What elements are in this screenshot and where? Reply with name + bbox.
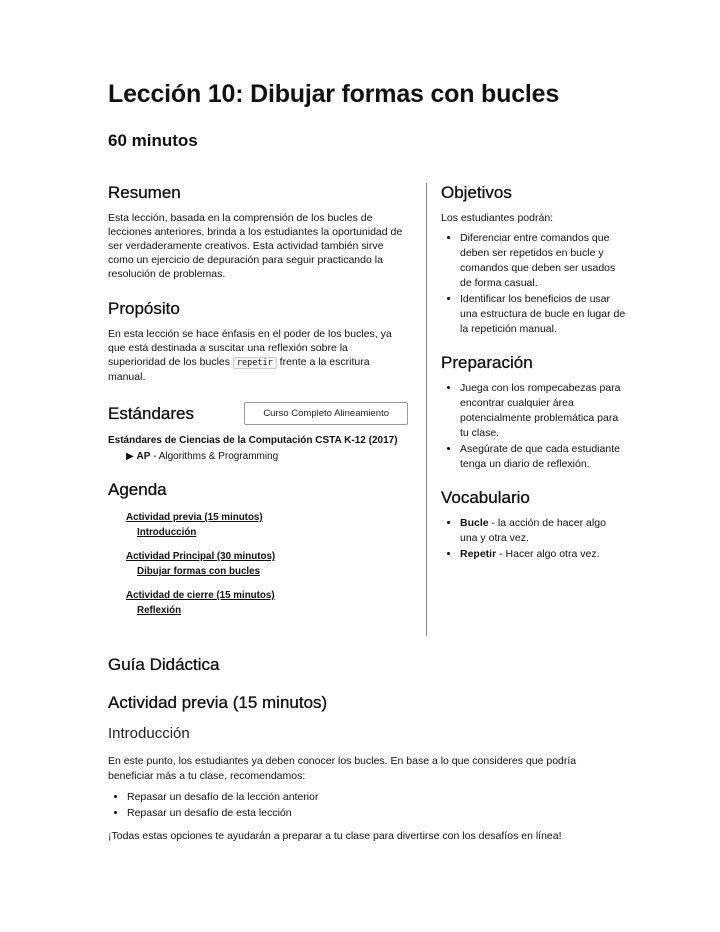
preparacion-heading: Preparación xyxy=(441,353,533,372)
vocabulario-section xyxy=(441,488,626,562)
vocabulario-heading: Vocabulario xyxy=(441,488,530,507)
resumen-heading: Resumen xyxy=(108,183,181,202)
proposito-text xyxy=(108,327,408,384)
preparacion-section xyxy=(441,353,626,472)
objetivos-list xyxy=(441,231,626,337)
list-item xyxy=(460,547,626,562)
agenda-group xyxy=(126,510,408,540)
resumen-text: Esta lección, basada en la comprensión de los bucles de lecciones anteriores, brinda a los estudiantes la oportunidad de ser verdaderamente creativos. Esta actividad también sirve como un ejercicio de depuración para seguir practicando la resolución de problemas. xyxy=(108,212,403,280)
vocab-term: Bucle xyxy=(460,517,489,529)
guide-text: En este punto, los estudiantes ya deben conocer los bucles. En base a lo que consideres que podría beneficiar más a tu clase, recomendamos: xyxy=(108,755,577,782)
guide-heading: Guía Didáctica xyxy=(108,655,220,674)
guide-section xyxy=(108,655,608,844)
preparacion-list xyxy=(441,381,626,472)
list-item: • Repasar un desafío de esta lección xyxy=(127,806,608,821)
objetivos-heading: Objetivos xyxy=(441,183,512,202)
agenda-section xyxy=(108,480,408,618)
estandares-heading: Estándares xyxy=(108,403,194,423)
activity-heading: Actividad previa (15 minutos) xyxy=(108,693,328,712)
lesson-duration: 60 minutos xyxy=(108,131,198,150)
list-item: • Diferenciar entre comandos que deben ser repetidos en bucle y comandos que deben ser usados de forma casual. xyxy=(460,231,626,291)
vocabulario-list xyxy=(441,516,626,562)
alignment-button[interactable]: Curso Completo Alineamiento xyxy=(244,402,408,425)
guide-closing: ¡Todas estas opciones te ayudarán a preparar a tu clase para divertirse con los desafíos en línea! xyxy=(108,830,562,842)
agenda-heading: Agenda xyxy=(108,480,167,499)
agenda-group xyxy=(126,588,408,618)
list-item: • Asegúrate de que cada estudiante tenga un diario de reflexión. xyxy=(460,442,626,472)
page-title: Lección 10: Dibujar formas con bucles xyxy=(108,80,560,108)
estandares-header xyxy=(108,402,408,425)
agenda-list xyxy=(126,510,408,618)
agenda-link-previa[interactable]: Actividad previa (15 minutos) xyxy=(126,512,263,523)
list-item xyxy=(460,516,626,546)
right-column xyxy=(441,183,626,578)
proposito-text-before: En esta lección se hace énfasis en el poder de los bucles, ya que está destinada a suscitar una reflexión sobre la superioridad de los bucles xyxy=(108,328,392,368)
standards-item[interactable] xyxy=(126,451,408,462)
agenda-link-principal[interactable]: Actividad Principal (30 minutos) xyxy=(126,551,276,562)
guide-list xyxy=(108,790,608,821)
list-item: • Repasar un desafío de la lección anterior xyxy=(127,790,608,805)
agenda-link-dibujar[interactable]: Dibujar formas con bucles xyxy=(137,566,261,577)
left-column xyxy=(108,183,408,636)
activity-subheading: Introducción xyxy=(108,725,190,742)
list-item: • Identificar los beneficios de usar una estructura de bucle en lugar de la repetición manual. xyxy=(460,292,626,337)
standards-group-title: Estándares de Ciencias de la Computación CSTA K-12 (2017) xyxy=(108,435,398,446)
objetivos-intro: Los estudiantes podrán: xyxy=(441,212,554,224)
vocab-definition: - Hacer algo otra vez. xyxy=(496,548,600,560)
vocab-definition: - la acción de hacer algo una y otra vez. xyxy=(460,517,606,544)
resumen-section xyxy=(108,183,408,281)
agenda-link-reflexion[interactable]: Reflexión xyxy=(137,605,182,616)
expand-triangle-icon[interactable]: ▶ xyxy=(126,451,134,462)
proposito-section xyxy=(108,299,408,384)
proposito-heading: Propósito xyxy=(108,299,180,318)
standards-item-text: - Algorithms & Programming xyxy=(150,451,279,462)
objetivos-section xyxy=(441,183,626,337)
proposito-text-after: frente a la escritura manual. xyxy=(108,356,370,383)
repetir-code: repetir xyxy=(233,357,277,369)
agenda-group xyxy=(126,549,408,579)
agenda-link-cierre[interactable]: Actividad de cierre (15 minutos) xyxy=(126,590,275,601)
standards-item-code: AP xyxy=(136,451,151,462)
vocab-term: Repetir xyxy=(460,548,497,560)
estandares-section xyxy=(108,402,408,462)
column-divider xyxy=(426,183,427,636)
list-item: • Juega con los rompecabezas para encontrar cualquier área potencialmente problemática para tu clase. xyxy=(460,381,626,441)
agenda-link-introduccion[interactable]: Introducción xyxy=(137,527,197,538)
